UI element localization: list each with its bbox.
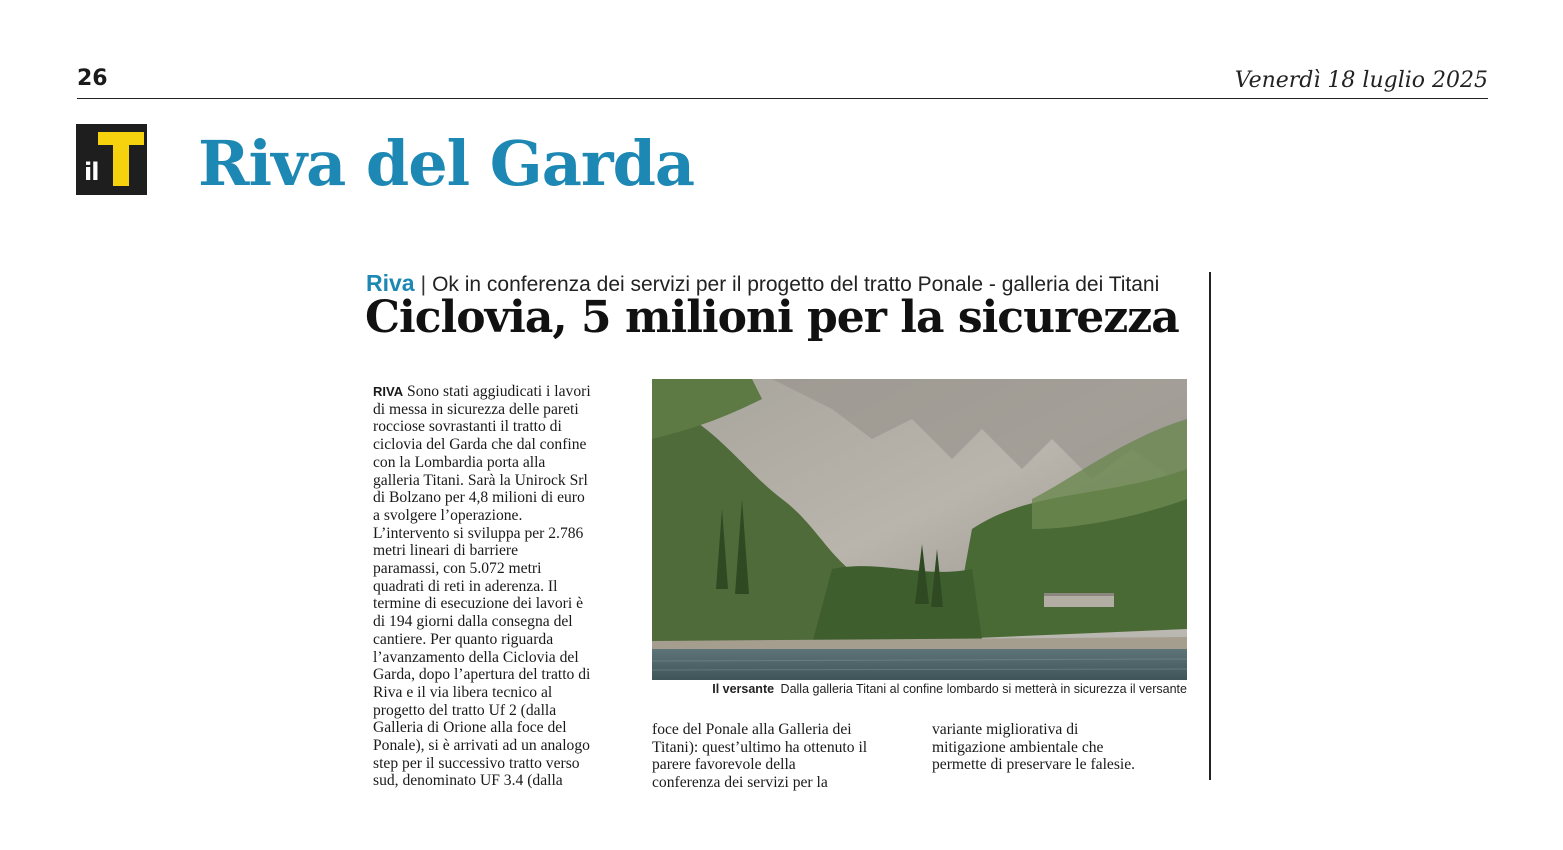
body-line: parere favorevole della [652, 756, 796, 774]
body-line: progetto del tratto Uf 2 (dalla [373, 701, 557, 719]
photo-caption [652, 682, 1187, 696]
body-line: step per il successivo tratto verso [373, 754, 580, 772]
body-line: l’avanzamento della Ciclovia del [373, 648, 579, 666]
body-line: L’intervento si sviluppa per 2.786 [373, 524, 584, 542]
body-line: permette di preservare le falesie. [932, 756, 1136, 774]
article-column-2 [652, 721, 914, 792]
article-photo [652, 379, 1187, 680]
body-line: foce del Ponale alla Galleria dei [652, 721, 852, 738]
body-line: Ponale), si è arrivati ad un analogo [373, 737, 590, 755]
body-line: metri lineari di barriere [373, 542, 519, 560]
kicker-label: Riva [366, 270, 415, 296]
header-rule [77, 98, 1488, 99]
body-line: Galleria di Orione alla foce del [373, 719, 567, 737]
article-column-1 [373, 383, 635, 790]
body-line: mitigazione ambientale che [932, 738, 1104, 756]
body-line: galleria Titani. Sarà la Unirock Srl [373, 471, 588, 489]
body-line: rocciose sovrastanti il tratto di [373, 418, 562, 436]
body-line: di 194 giorni dalla consegna del [373, 613, 573, 631]
body-line: con la Lombardia porta alla [373, 453, 546, 471]
body-line: di Bolzano per 4,8 milioni di euro [373, 489, 585, 507]
body-line: Garda, dopo l’apertura del tratto di [373, 666, 591, 684]
body-line: ciclovia del Garda che dal confine [373, 436, 587, 454]
body-line: termine di esecuzione dei lavori è [373, 595, 583, 613]
article-column-3 [932, 721, 1194, 774]
body-line: cantiere. Per quanto riguarda [373, 630, 554, 648]
body-line: a svolgere l’operazione. [373, 506, 523, 524]
il-t-logo-icon [76, 124, 147, 195]
body-line: variante migliorativa di [932, 721, 1079, 738]
logo-t-stem [113, 132, 129, 186]
body-line: conferenza dei servizi per la [652, 774, 828, 792]
article-dateline: RIVA [373, 384, 404, 399]
body-line: RIVA Sono stati aggiudicati i lavori [373, 383, 591, 400]
logo-il-text: il [84, 158, 99, 186]
column-divider [1209, 272, 1211, 780]
kicker-text: Ok in conferenza dei servizi per il progetto del tratto Ponale - galleria dei Titani [432, 273, 1160, 296]
caption-text: Dalla galleria Titani al confine lombardo si metterà in sicurezza il versante [780, 682, 1187, 696]
body-line: Riva e il via libera tecnico al [373, 683, 553, 701]
body-line: Titani): quest’ultimo ha ottenuto il [652, 738, 868, 756]
body-line: di messa in sicurezza delle pareti [373, 400, 579, 418]
article-headline: Ciclovia, 5 milioni per la sicurezza [365, 292, 1179, 343]
kicker-separator: | [420, 273, 427, 296]
body-line: paramassi, con 5.072 metri [373, 560, 542, 578]
page-number: 26 [77, 66, 108, 91]
caption-label: Il versante [712, 682, 775, 696]
body-line: sud, denominato UF 3.4 (dalla [373, 772, 563, 790]
body-line: quadrati di reti in aderenza. Il [373, 577, 558, 595]
section-title: Riva del Garda [198, 127, 695, 200]
page-date: Venerdì 18 luglio 2025 [1234, 68, 1488, 93]
